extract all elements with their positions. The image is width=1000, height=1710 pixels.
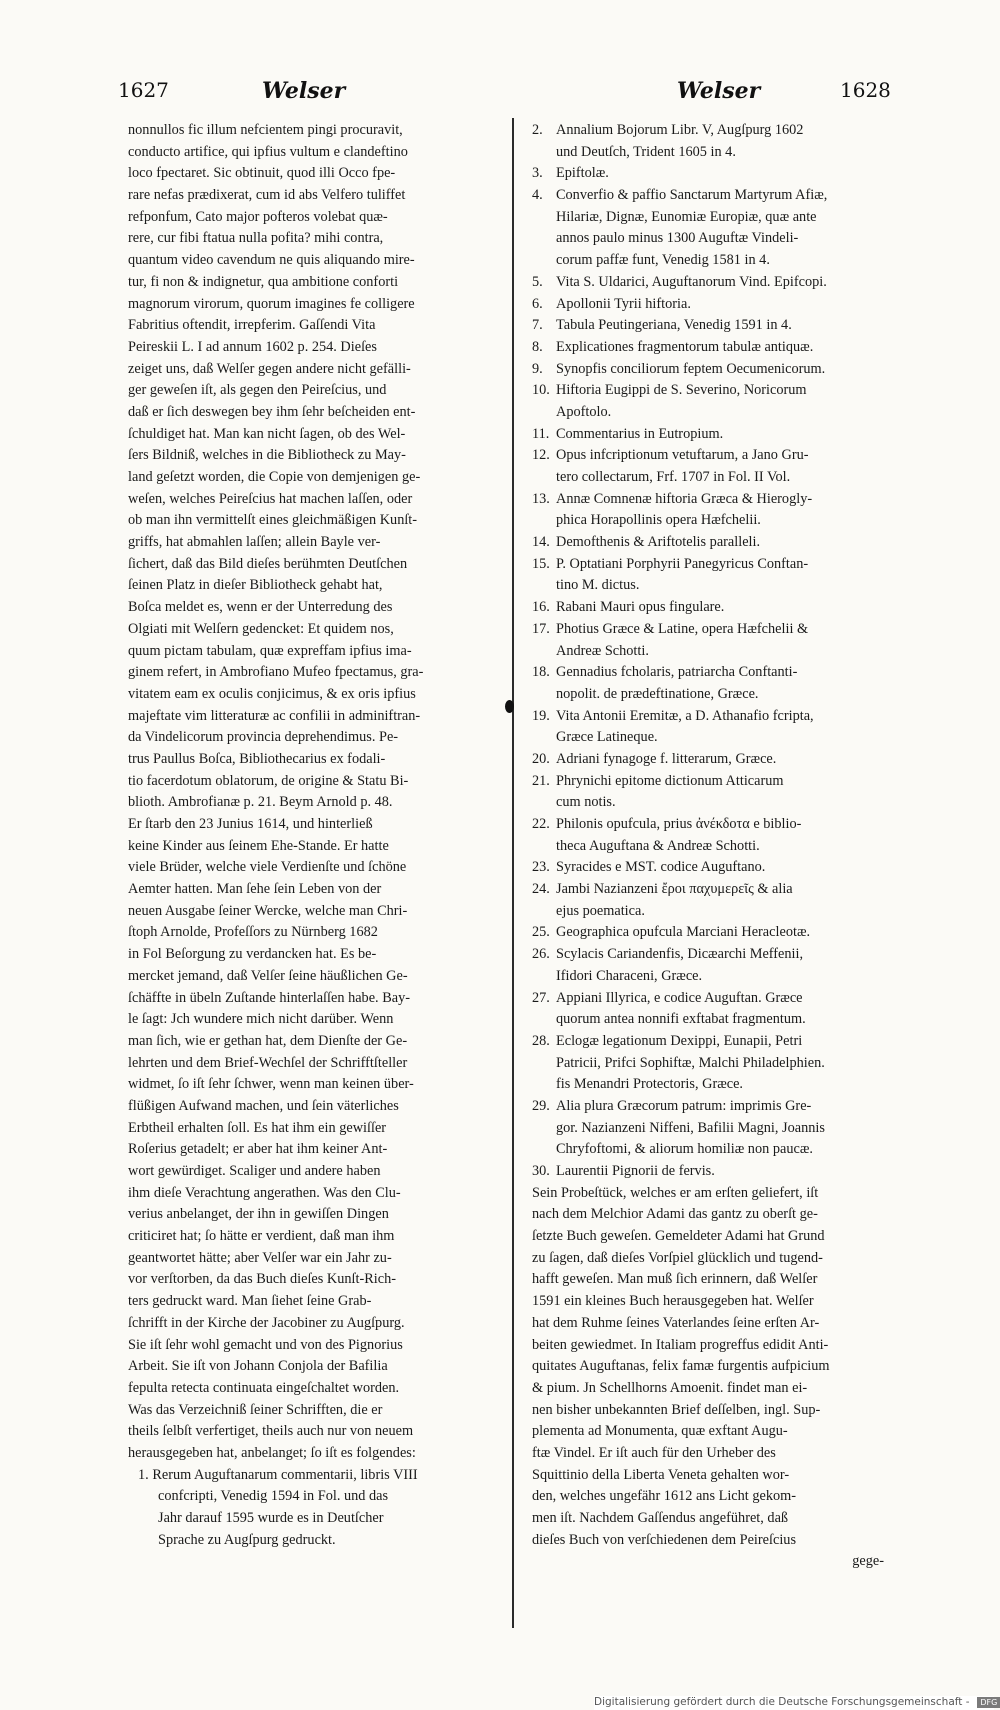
item-number: 23. — [532, 859, 550, 876]
item-number: 26. — [532, 946, 550, 963]
bibliography-item — [532, 445, 884, 488]
text-line: ſchäffte in übeln Zuſtande hinterlaſſen habe. Bay- — [128, 989, 410, 1006]
item-line — [532, 1031, 884, 1053]
bibliography-item — [532, 1096, 884, 1161]
text-line: majeftate vim litteraturæ ac confilii in adminiftran- — [128, 707, 421, 724]
item-text: Vita Antonii Eremitæ, a D. Athanafio fcripta, — [556, 707, 814, 724]
text-line: nonnullos fic illum nefcientem pingi procuravit, — [128, 122, 403, 138]
text-line: vor verſtorben, da das Buch dieſes Kunſt-Rich- — [128, 1271, 396, 1288]
text-line: Aemter hatten. Man ſehe ſein Leben von der — [128, 881, 382, 898]
text-line: rare nefas prædixerat, cum id abs Velfero tuliffet — [128, 187, 406, 204]
item-number: 12. — [532, 447, 550, 464]
text-line: ſchuldiget hat. Man kan nicht ſagen, ob des Wel- — [128, 425, 406, 442]
text-line: zu ſagen, daß dieſes Vorſpiel glücklich und tugend- — [532, 1249, 823, 1266]
item-text: Eclogæ legationum Dexippi, Eunapii, Petri — [556, 1032, 803, 1049]
item-text: Syracides e MST. codice Auguftano. — [556, 859, 766, 876]
item-line — [532, 424, 884, 446]
text-line: da Vindelicorum provincia deprehendimus. Pe- — [128, 729, 399, 746]
text-line: quantum video cavendum ne quis aliquando mire- — [128, 252, 415, 269]
item-line — [532, 814, 884, 836]
item-line — [532, 857, 884, 879]
bibliography-item — [532, 771, 884, 814]
item-number: 20. — [532, 750, 550, 767]
item-line: Ifidori Characeni, Græce. — [556, 967, 703, 984]
text-line: refponfum, Cato major pofteros volebat quæ- — [128, 208, 388, 225]
item-number: 4. — [532, 187, 543, 204]
item-text: Phrynichi epitome dictionum Atticarum — [556, 772, 784, 789]
right-page-number: 1628 — [840, 78, 891, 102]
text-line: trus Paullus Boſca, Bibliothecarius ex fodali- — [128, 750, 386, 767]
item-line — [532, 380, 884, 402]
right-running-title: Welser — [677, 78, 761, 104]
item-text: Vita S. Uldarici, Auguftanorum Vind. Epifcopi. — [556, 273, 827, 290]
item-line: theca Auguftana & Andreæ Schotti. — [556, 837, 760, 854]
bibliography-item — [532, 120, 884, 163]
bibliography-item — [532, 532, 884, 554]
item-line: annos paulo minus 1300 Auguftæ Vindeli- — [556, 230, 799, 247]
item-line: fis Menandri Protectoris, Græce. — [556, 1076, 744, 1093]
text-line: lehrten und dem Brief-Wechſel der Schrifftſteller — [128, 1054, 408, 1071]
text-line: ihm dieſe Verachtung angerathen. Was den Clu- — [128, 1184, 401, 1201]
text-line: zeiget uns, daß Welſer gegen andere nicht gefälli- — [128, 360, 411, 377]
bibliography-item — [532, 879, 884, 922]
text-line: Olgiati mit Welſern gedencket: Et quidem nos, — [128, 620, 394, 637]
item-number: 10. — [532, 382, 550, 399]
bibliography-item — [532, 988, 884, 1031]
item-line — [128, 1465, 502, 1487]
item-number: 16. — [532, 599, 550, 616]
text-line: ſeinen Platz in dieſer Bibliotheck gehabt hat, — [128, 577, 383, 594]
left-running-title: Welser — [262, 78, 346, 104]
item-line — [532, 554, 884, 576]
item-line — [532, 272, 884, 294]
item-line: Chryfoftomi, & aliorum homiliæ non paucæ. — [556, 1141, 813, 1158]
item-number: 30. — [532, 1163, 550, 1179]
item-text: P. Optatiani Porphyrii Panegyricus Conftan- — [556, 555, 809, 572]
bibliography-item — [532, 597, 884, 619]
item-text: Alia plura Græcorum patrum: imprimis Gre- — [556, 1097, 812, 1114]
text-line: widmet, ſo iſt ſehr ſchwer, wenn man keinen über- — [128, 1076, 414, 1093]
text-line: mercket jemand, daß Velſer ſeine häußlichen Ge- — [128, 967, 408, 984]
text-line: Fabritius oftendit, irrepferim. Gaſſendi Vita — [128, 317, 376, 334]
item-line — [532, 706, 884, 728]
text-line: & pium. Jn Schellhorns Amoenit. findet man ei- — [532, 1379, 808, 1396]
bibliography-item — [532, 163, 884, 185]
bibliography-item — [532, 944, 884, 987]
item-text: Annæ Comnenæ hiftoria Græca & Hierogly- — [556, 490, 813, 507]
item-line: und Deutſch, Trident 1605 in 4. — [556, 143, 736, 160]
bibliography-item — [532, 359, 884, 381]
item-number: 29. — [532, 1097, 550, 1114]
item-number: 6. — [532, 295, 543, 312]
text-line: ger geweſen iſt, als gegen den Peireſcius, und — [128, 382, 387, 399]
text-line: plementa ad Monumenta, quæ exftant Augu- — [532, 1423, 788, 1440]
item-number: 28. — [532, 1032, 550, 1049]
text-line: viele Brüder, welche viele Verdienſte und ſchöne — [128, 859, 407, 876]
item-text: Converfio & paffio Sanctarum Martyrum Afiæ, — [556, 187, 828, 204]
item-line — [532, 749, 884, 771]
item-number: 24. — [532, 881, 550, 898]
item-number: 3. — [532, 165, 543, 182]
text-line: ſers Bildniß, welches in die Bibliotheck zu May- — [128, 447, 406, 464]
item-line: corum paffæ funt, Venedig 1581 in 4. — [556, 252, 770, 269]
text-line: Er ſtarb den 23 Junius 1614, und hinterließ — [128, 816, 373, 832]
text-line: ſchrifft in der Kirche der Jacobiner zu Augſpurg. — [128, 1314, 405, 1331]
item-number: 9. — [532, 360, 543, 377]
text-line: hat dem Ruhme ſeines Vaterlandes ſeine erſten Ar- — [532, 1314, 820, 1331]
text-line: tio facerdotum oblatorum, de origine & Statu Bi- — [128, 772, 409, 789]
text-line: men iſt. Nachdem Gaſſendus angeführet, daß — [532, 1510, 789, 1526]
item-line: Jahr darauf 1595 wurde es in Deutſcher — [158, 1510, 384, 1526]
text-line: conducto artifice, qui ipfius vultum e clandeftino — [128, 143, 408, 160]
item-number: 11. — [532, 425, 550, 442]
bibliography-item — [532, 1031, 884, 1096]
text-line: tur, fi non & indignetur, qua ambitione conforti — [128, 273, 399, 290]
bibliography-item — [532, 749, 884, 771]
item-text: Geographica opufcula Marciani Heracleotæ. — [556, 924, 811, 941]
item-line: tino M. dictus. — [556, 577, 640, 594]
item-line — [532, 163, 884, 185]
text-line: quitates Auguftanas, felix famæ furgentis aufpicium — [532, 1358, 830, 1375]
item-text: Explicationes fragmentorum tabulæ antiquæ. — [556, 338, 814, 355]
text-line: Peireskii L. I ad annum 1602 p. 254. Dieſes — [128, 338, 377, 355]
digitization-footer — [594, 1696, 998, 1710]
text-line: wort gewürdiget. Scaliger und andere haben — [128, 1163, 381, 1179]
item-line — [532, 771, 884, 793]
text-line: Sie iſt ſehr wohl gemacht und von des Pignorius — [128, 1336, 403, 1353]
text-line: ob man ihn vermittelſt eines gleichmäßigen Kunſt- — [128, 512, 418, 529]
text-line: ginem refert, in Ambrofiano Mufeo fpectamus, gra- — [128, 664, 424, 681]
item-line: Sprache zu Augſpurg gedruckt. — [158, 1531, 336, 1548]
text-line: in Fol Beſorgung zu verdancken hat. Es be- — [128, 946, 377, 963]
text-line: quum pictam tabulam, quæ expreffam ipfius ima- — [128, 642, 412, 659]
text-line: Squittinio della Liberta Veneta gehalten wor- — [532, 1466, 790, 1483]
text-line: loco fpectaret. Sic obtinuit, quod illi Occo fpe- — [128, 165, 396, 182]
item-text: Synopfis conciliorum feptem Oecumenicorum. — [556, 360, 826, 377]
item-line — [532, 120, 884, 142]
text-line: 1591 ein kleines Buch herausgegeben hat. Welſer — [532, 1293, 814, 1310]
item-text: Demofthenis & Ariftotelis paralleli. — [556, 534, 761, 551]
bibliography-item — [532, 662, 884, 705]
text-line: ſichert, daß das Bild dieſes berühmten Deutſchen — [128, 555, 408, 572]
item-number: 18. — [532, 664, 550, 681]
item-number: 7. — [532, 317, 543, 334]
item-line — [532, 988, 884, 1010]
bibliography-item — [532, 857, 884, 879]
text-line: weſen, welches Peireſcius hat machen laſſen, oder — [128, 490, 413, 507]
left-column — [128, 120, 502, 1551]
text-line: neuen Ausgabe ſeiner Wercke, welche man Chri- — [128, 902, 408, 919]
item-line: Andreæ Schotti. — [556, 642, 649, 659]
item-text: Opus infcriptionum vetuftarum, a Jano Gru- — [556, 447, 809, 464]
bibliography-item — [532, 380, 884, 423]
text-line: criticiret hat; ſo hätte er verdient, daß man ihm — [128, 1228, 395, 1245]
item-number: 15. — [532, 555, 550, 572]
item-text: Rabani Mauri opus fingulare. — [556, 599, 725, 616]
dfg-logo: DFG — [977, 1697, 1000, 1708]
item-number: 5. — [532, 273, 543, 290]
bibliography-item — [532, 185, 884, 272]
text-line: le ſagt: Jch wundere mich nicht darüber. Wenn — [128, 1011, 394, 1028]
text-line: ſtoph Arnolde, Profeſſors zu Nürnberg 1682 — [128, 924, 378, 941]
text-line: ftæ Vindel. Er iſt auch für den Urheber des — [532, 1444, 776, 1461]
item-number: 25. — [532, 924, 550, 941]
item-line: Græce Latineque. — [556, 729, 658, 746]
bibliography-item — [532, 554, 884, 597]
catchword: gege- — [852, 1553, 884, 1570]
text-line: Sein Probeſtück, welches er am erſten geliefert, iſt — [532, 1184, 819, 1201]
item-number: 2. — [532, 122, 543, 138]
bibliography-item — [532, 294, 884, 316]
text-line: flüßigen Aufwand machen, und ſein väterliches — [128, 1097, 399, 1114]
item-text: Photius Græce & Latine, opera Hæfchelii & — [556, 620, 809, 637]
text-line: herausgegeben hat, anbelanget; ſo iſt es folgendes: — [128, 1444, 416, 1461]
bibliography-item — [532, 424, 884, 446]
bibliography-item — [128, 1465, 502, 1552]
column-divider — [512, 118, 514, 1628]
text-line: ſetzte Buch geweſen. Gemeldeter Adami hat Grund — [532, 1228, 825, 1245]
item-line — [532, 1161, 884, 1183]
item-text: Laurentii Pignorii de fervis. — [556, 1163, 715, 1179]
text-line: den, welches ungefähr 1612 ans Licht gekom- — [532, 1488, 797, 1505]
left-page-number: 1627 — [118, 78, 169, 102]
bibliography-item — [532, 706, 884, 749]
text-line: hafft geweſen. Man muß ſich erinnern, daß Welſer — [532, 1271, 818, 1288]
item-line — [532, 662, 884, 684]
text-line: rere, cur fibi ftatua nulla pofita? mihi contra, — [128, 230, 384, 247]
right-column — [532, 120, 884, 1573]
text-line: magnorum virorum, quorum imagines fe colligere — [128, 295, 415, 312]
item-line: phica Horapollinis opera Hæfchelii. — [556, 512, 761, 529]
item-number: 27. — [532, 989, 550, 1006]
text-line: daß er ſich deswegen bey ihm ſehr beſcheiden ent- — [128, 403, 416, 420]
text-line: land geſetzt worden, die Copie von demjenigen ge- — [128, 469, 421, 485]
item-number: 13. — [532, 490, 550, 507]
bibliography-item — [532, 337, 884, 359]
item-line: Patricii, Prifci Sophiftæ, Malchi Philadelphien. — [556, 1054, 825, 1071]
item-number: 1. — [138, 1466, 149, 1483]
bibliography-item — [532, 1161, 884, 1183]
item-line: nopolit. de prædeftinatione, Græce. — [556, 685, 759, 702]
bibliography-item — [532, 272, 884, 294]
bibliography-item — [532, 315, 884, 337]
item-text: Scylacis Cariandenfis, Dicæarchi Meffenii, — [556, 946, 804, 963]
item-line — [532, 944, 884, 966]
text-line: Arbeit. Sie iſt von Johann Conjola der Bafilia — [128, 1358, 388, 1375]
item-line — [532, 619, 884, 641]
item-text: Apollonii Tyrii hiftoria. — [556, 295, 691, 312]
text-line: Boſca meldet es, wenn er der Unterredung des — [128, 599, 393, 616]
item-line — [532, 315, 884, 337]
bibliography-item — [532, 922, 884, 944]
text-line: ters gedruckt ward. Man ſiehet ſeine Grab- — [128, 1293, 372, 1310]
item-text: Appiani Illyrica, e codice Auguftan. Græce — [556, 989, 803, 1006]
item-number: 14. — [532, 534, 550, 551]
item-line: gor. Nazianzeni Niffeni, Bafilii Magni, Joannis — [556, 1119, 825, 1136]
text-line: Roſerius getadelt; er aber hat ihm keiner Ant- — [128, 1141, 388, 1158]
item-line — [532, 532, 884, 554]
item-line: Hilariæ, Dignæ, Eunomiæ Europiæ, quæ ante — [556, 208, 817, 225]
item-text: Commentarius in Eutropium. — [556, 425, 724, 442]
text-line: fepulta retecta continuata eingeſchaltet worden. — [128, 1379, 400, 1396]
text-line: blioth. Ambrofianæ p. 21. Beym Arnold p. 48. — [128, 794, 393, 811]
item-text: Gennadius fcholaris, patriarcha Conftanti- — [556, 664, 798, 681]
item-line: Apoftolo. — [556, 403, 612, 420]
item-text: Annalium Bojorum Libr. V, Augſpurg 1602 — [556, 122, 804, 138]
text-line: vitatem eam ex oculis conjicimus, & ex oris ipfius — [128, 685, 416, 702]
text-line: geantwortet hätte; aber Velſer war ein Jahr zu- — [128, 1249, 392, 1266]
text-line: Erbtheil erhalten ſoll. Es hat ihm ein gewiſſer — [128, 1119, 387, 1136]
text-line: nach dem Melchior Adami das gantz zu oberſt ge- — [532, 1206, 818, 1223]
item-number: 21. — [532, 772, 550, 789]
item-number: 8. — [532, 338, 543, 355]
item-text: Adriani fynagoge f. litterarum, Græce. — [556, 750, 777, 767]
item-text: Epiftolæ. — [556, 165, 609, 182]
item-line — [532, 922, 884, 944]
item-text: Jambi Nazianzeni ἔροι παχυμερεῖς & alia — [556, 881, 793, 898]
text-line: beiten gewiedmet. In Italiam progreffus edidit Anti- — [532, 1336, 829, 1353]
item-line — [532, 597, 884, 619]
item-text: Hiftoria Eugippi de S. Severino, Noricorum — [556, 382, 807, 399]
item-line: tero collectarum, Frf. 1707 in Fol. II Vol. — [556, 469, 791, 485]
item-line — [532, 1096, 884, 1118]
item-line — [532, 337, 884, 359]
footer-credit: Digitalisierung gefördert durch die Deutsche Forschungsgemeinschaft - — [594, 1696, 970, 1708]
item-text: Tabula Peutingeriana, Venedig 1591 in 4. — [556, 317, 792, 334]
item-number: 22. — [532, 816, 550, 832]
item-text: Rerum Auguftanarum commentarii, libris VIII — [152, 1466, 418, 1483]
item-number: 19. — [532, 707, 550, 724]
item-text: Philonis opufcula, prius ἀνέκδοτα e biblio- — [556, 816, 802, 832]
item-line — [532, 294, 884, 316]
bibliography-item — [532, 619, 884, 662]
item-line: cum notis. — [556, 794, 616, 811]
item-line — [532, 185, 884, 207]
text-line: verius anbelanget, der ihn in gewiſſen Dingen — [128, 1206, 389, 1223]
text-line: griffs, hat abmahlen laſſen; allein Bayle ver- — [128, 534, 381, 551]
item-line — [532, 359, 884, 381]
margin-mark — [505, 700, 514, 713]
item-line: confcripti, Venedig 1594 in Fol. und das — [158, 1488, 389, 1505]
item-line: ejus poematica. — [556, 902, 645, 919]
text-line: man ſich, wie er gethan hat, dem Dienſte der Ge- — [128, 1032, 408, 1049]
text-line: keine Kinder aus ſeinem Ehe-Stande. Er hatte — [128, 837, 389, 854]
item-number: 17. — [532, 620, 550, 637]
text-line: theils ſelbſt verfertiget, theils auch nur von neuem — [128, 1423, 414, 1440]
text-line: nen bisher unbekannten Brief deſſelben, ingl. Sup- — [532, 1401, 821, 1418]
text-line: Was das Verzeichniß ſeiner Schrifften, die er — [128, 1401, 383, 1418]
item-line — [532, 489, 884, 511]
item-line — [532, 445, 884, 467]
text-line: dieſes Buch von verſchiedenen dem Peireſcius — [532, 1531, 797, 1548]
item-line — [532, 879, 884, 901]
bibliography-item — [532, 814, 884, 857]
item-line: quorum antea nonnifi exftabat fragmentum. — [556, 1011, 806, 1028]
bibliography-item — [532, 489, 884, 532]
